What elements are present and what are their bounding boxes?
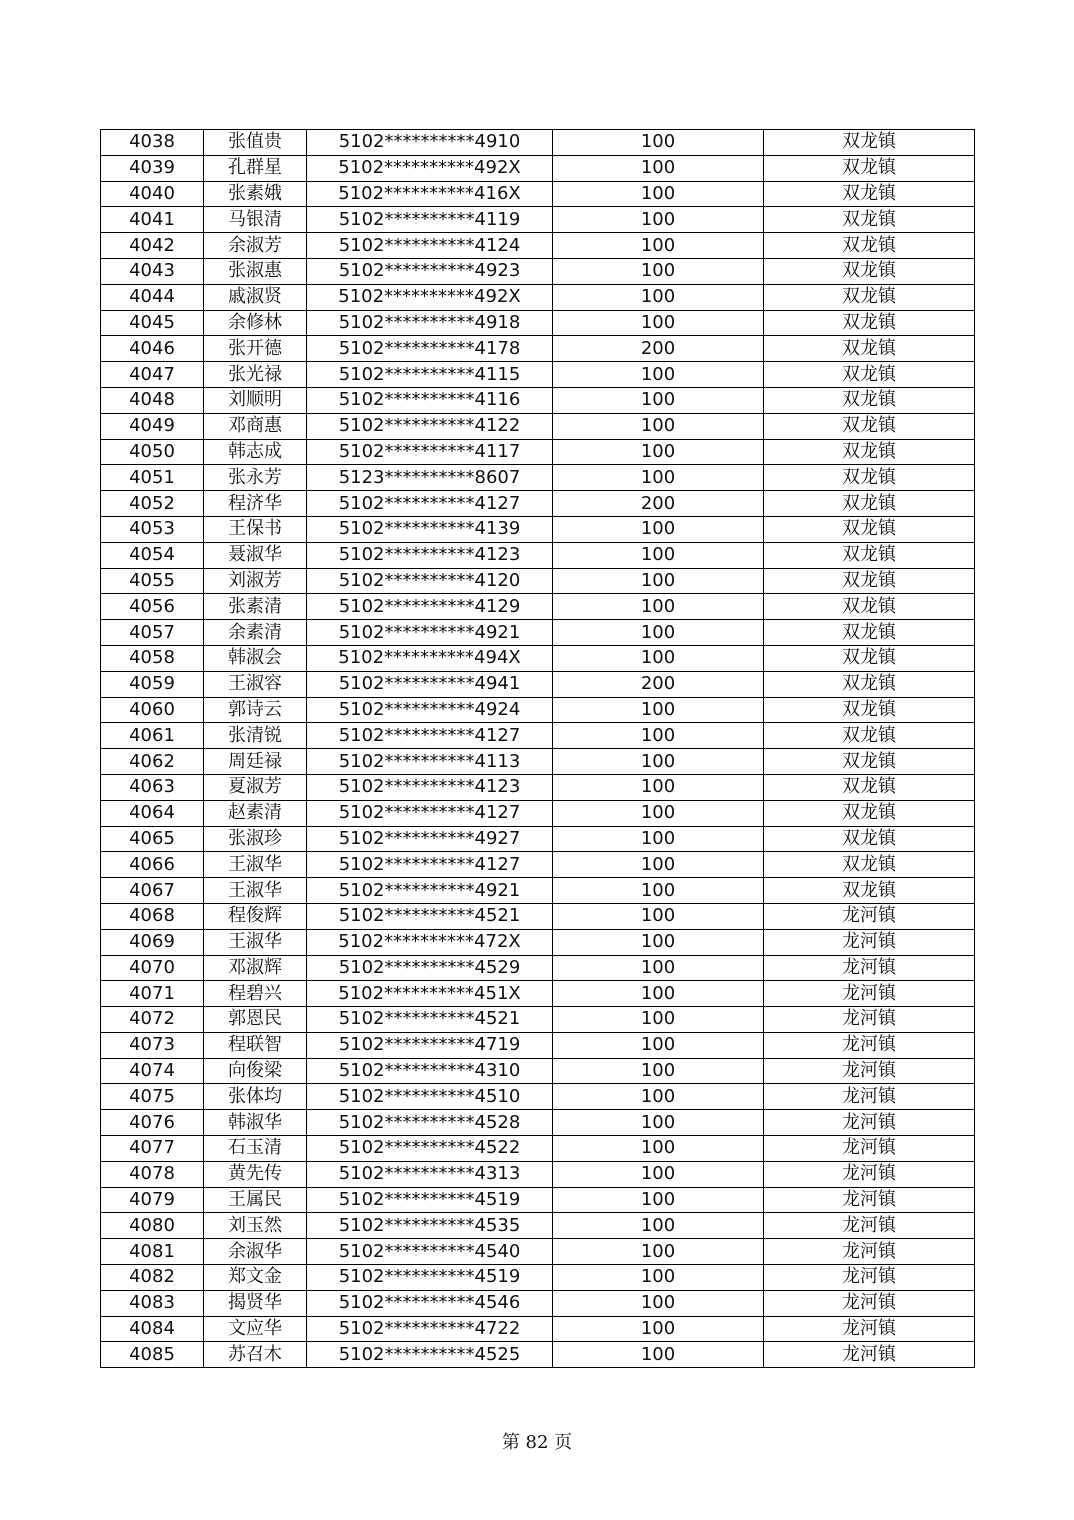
person-name-cell: 王属民 [204, 1187, 307, 1213]
amount-cell: 100 [553, 1265, 764, 1291]
amount-cell: 100 [553, 207, 764, 233]
town-cell: 龙河镇 [764, 929, 975, 955]
table-row [101, 1290, 975, 1316]
serial-number-cell: 4057 [101, 620, 204, 646]
person-name-cell: 向俊梁 [204, 1058, 307, 1084]
person-name-cell: 张光禄 [204, 362, 307, 388]
serial-number-cell: 4053 [101, 516, 204, 542]
table-row [101, 233, 975, 259]
person-name-cell: 韩淑华 [204, 1110, 307, 1136]
town-cell: 双龙镇 [764, 310, 975, 336]
town-cell: 双龙镇 [764, 516, 975, 542]
amount-cell: 100 [553, 155, 764, 181]
town-cell: 双龙镇 [764, 774, 975, 800]
person-name-cell: 郭诗云 [204, 697, 307, 723]
town-cell: 双龙镇 [764, 207, 975, 233]
serial-number-cell: 4038 [101, 130, 204, 156]
town-cell: 双龙镇 [764, 594, 975, 620]
table-row [101, 413, 975, 439]
person-name-cell: 刘玉然 [204, 1213, 307, 1239]
amount-cell: 100 [553, 1290, 764, 1316]
id-number-cell: 5102**********4519 [307, 1187, 553, 1213]
id-number-cell: 5102**********4546 [307, 1290, 553, 1316]
table-row [101, 542, 975, 568]
table-row [101, 130, 975, 156]
amount-cell: 100 [553, 568, 764, 594]
amount-cell: 100 [553, 413, 764, 439]
amount-cell: 200 [553, 671, 764, 697]
id-number-cell: 5102**********492X [307, 155, 553, 181]
person-name-cell: 周廷禄 [204, 749, 307, 775]
serial-number-cell: 4074 [101, 1058, 204, 1084]
id-number-cell: 5102**********4927 [307, 826, 553, 852]
person-name-cell: 张素娥 [204, 181, 307, 207]
amount-cell: 100 [553, 903, 764, 929]
serial-number-cell: 4067 [101, 878, 204, 904]
table-row [101, 1032, 975, 1058]
person-name-cell: 苏召木 [204, 1342, 307, 1368]
table-row [101, 620, 975, 646]
town-cell: 龙河镇 [764, 1316, 975, 1342]
town-cell: 龙河镇 [764, 1342, 975, 1368]
person-name-cell: 马银清 [204, 207, 307, 233]
person-name-cell: 石玉清 [204, 1136, 307, 1162]
town-cell: 龙河镇 [764, 955, 975, 981]
id-number-cell: 5102**********4127 [307, 800, 553, 826]
town-cell: 龙河镇 [764, 981, 975, 1007]
amount-cell: 200 [553, 336, 764, 362]
town-cell: 龙河镇 [764, 1239, 975, 1265]
table-row [101, 516, 975, 542]
amount-cell: 100 [553, 258, 764, 284]
town-cell: 双龙镇 [764, 284, 975, 310]
table-row [101, 568, 975, 594]
id-number-cell: 5102**********4178 [307, 336, 553, 362]
id-number-cell: 5102**********4115 [307, 362, 553, 388]
serial-number-cell: 4069 [101, 929, 204, 955]
serial-number-cell: 4080 [101, 1213, 204, 1239]
id-number-cell: 5102**********4519 [307, 1265, 553, 1291]
table-row [101, 310, 975, 336]
id-number-cell: 5102**********4510 [307, 1084, 553, 1110]
serial-number-cell: 4062 [101, 749, 204, 775]
id-number-cell: 5102**********4116 [307, 387, 553, 413]
table-row [101, 465, 975, 491]
table-row [101, 387, 975, 413]
table-row [101, 1136, 975, 1162]
table-row [101, 749, 975, 775]
town-cell: 双龙镇 [764, 336, 975, 362]
town-cell: 龙河镇 [764, 1290, 975, 1316]
id-number-cell: 5102**********4921 [307, 620, 553, 646]
person-name-cell: 张清锐 [204, 723, 307, 749]
table-row [101, 439, 975, 465]
serial-number-cell: 4059 [101, 671, 204, 697]
person-name-cell: 王保书 [204, 516, 307, 542]
town-cell: 双龙镇 [764, 181, 975, 207]
serial-number-cell: 4064 [101, 800, 204, 826]
table-row [101, 878, 975, 904]
serial-number-cell: 4042 [101, 233, 204, 259]
id-number-cell: 5102**********4123 [307, 542, 553, 568]
person-name-cell: 王淑容 [204, 671, 307, 697]
town-cell: 龙河镇 [764, 1265, 975, 1291]
person-name-cell: 王淑华 [204, 878, 307, 904]
town-cell: 龙河镇 [764, 1213, 975, 1239]
amount-cell: 100 [553, 130, 764, 156]
town-cell: 龙河镇 [764, 1032, 975, 1058]
table-row [101, 336, 975, 362]
amount-cell: 100 [553, 1187, 764, 1213]
table-row [101, 181, 975, 207]
table-row [101, 1265, 975, 1291]
table-row [101, 723, 975, 749]
person-name-cell: 赵素清 [204, 800, 307, 826]
table-row [101, 1110, 975, 1136]
table-row [101, 1007, 975, 1033]
town-cell: 龙河镇 [764, 1161, 975, 1187]
town-cell: 龙河镇 [764, 1187, 975, 1213]
person-name-cell: 张素清 [204, 594, 307, 620]
town-cell: 双龙镇 [764, 362, 975, 388]
person-name-cell: 张淑惠 [204, 258, 307, 284]
town-cell: 双龙镇 [764, 439, 975, 465]
person-name-cell: 王淑华 [204, 929, 307, 955]
amount-cell: 100 [553, 284, 764, 310]
person-name-cell: 邓商惠 [204, 413, 307, 439]
serial-number-cell: 4081 [101, 1239, 204, 1265]
table-row [101, 800, 975, 826]
table-row [101, 1084, 975, 1110]
town-cell: 双龙镇 [764, 258, 975, 284]
table-row [101, 1316, 975, 1342]
serial-number-cell: 4084 [101, 1316, 204, 1342]
town-cell: 双龙镇 [764, 155, 975, 181]
serial-number-cell: 4050 [101, 439, 204, 465]
town-cell: 龙河镇 [764, 1084, 975, 1110]
serial-number-cell: 4054 [101, 542, 204, 568]
town-cell: 双龙镇 [764, 233, 975, 259]
id-number-cell: 5102**********4139 [307, 516, 553, 542]
person-name-cell: 张永芳 [204, 465, 307, 491]
roster-table-body [101, 130, 975, 1368]
table-row [101, 1058, 975, 1084]
person-name-cell: 戚淑贤 [204, 284, 307, 310]
person-name-cell: 余修林 [204, 310, 307, 336]
id-number-cell: 5102**********4127 [307, 723, 553, 749]
town-cell: 双龙镇 [764, 130, 975, 156]
person-name-cell: 韩志成 [204, 439, 307, 465]
id-number-cell: 5102**********4129 [307, 594, 553, 620]
table-row [101, 594, 975, 620]
id-number-cell: 5102**********4921 [307, 878, 553, 904]
town-cell: 双龙镇 [764, 671, 975, 697]
amount-cell: 100 [553, 1032, 764, 1058]
table-row [101, 1239, 975, 1265]
id-number-cell: 5102**********492X [307, 284, 553, 310]
amount-cell: 100 [553, 1316, 764, 1342]
town-cell: 双龙镇 [764, 491, 975, 517]
id-number-cell: 5102**********4722 [307, 1316, 553, 1342]
amount-cell: 100 [553, 1136, 764, 1162]
person-name-cell: 张开德 [204, 336, 307, 362]
person-name-cell: 郭恩民 [204, 1007, 307, 1033]
serial-number-cell: 4082 [101, 1265, 204, 1291]
serial-number-cell: 4046 [101, 336, 204, 362]
serial-number-cell: 4048 [101, 387, 204, 413]
id-number-cell: 5102**********4120 [307, 568, 553, 594]
id-number-cell: 5102**********451X [307, 981, 553, 1007]
amount-cell: 100 [553, 800, 764, 826]
town-cell: 龙河镇 [764, 1007, 975, 1033]
amount-cell: 100 [553, 955, 764, 981]
id-number-cell: 5102**********4123 [307, 774, 553, 800]
serial-number-cell: 4071 [101, 981, 204, 1007]
town-cell: 龙河镇 [764, 1136, 975, 1162]
serial-number-cell: 4078 [101, 1161, 204, 1187]
amount-cell: 100 [553, 1007, 764, 1033]
table-row [101, 903, 975, 929]
person-name-cell: 韩淑会 [204, 645, 307, 671]
town-cell: 双龙镇 [764, 826, 975, 852]
table-row [101, 774, 975, 800]
town-cell: 龙河镇 [764, 1058, 975, 1084]
serial-number-cell: 4040 [101, 181, 204, 207]
serial-number-cell: 4070 [101, 955, 204, 981]
serial-number-cell: 4077 [101, 1136, 204, 1162]
amount-cell: 100 [553, 516, 764, 542]
person-name-cell: 揭贤华 [204, 1290, 307, 1316]
id-number-cell: 5102**********4522 [307, 1136, 553, 1162]
table-row [101, 1342, 975, 1368]
amount-cell: 100 [553, 774, 764, 800]
town-cell: 双龙镇 [764, 542, 975, 568]
person-name-cell: 夏淑芳 [204, 774, 307, 800]
amount-cell: 100 [553, 826, 764, 852]
roster-table [100, 129, 975, 1368]
table-row [101, 1161, 975, 1187]
table-row [101, 491, 975, 517]
id-number-cell: 5102**********4117 [307, 439, 553, 465]
id-number-cell: 5102**********4923 [307, 258, 553, 284]
table-row [101, 1213, 975, 1239]
amount-cell: 100 [553, 439, 764, 465]
amount-cell: 100 [553, 542, 764, 568]
amount-cell: 100 [553, 749, 764, 775]
amount-cell: 100 [553, 620, 764, 646]
amount-cell: 100 [553, 181, 764, 207]
person-name-cell: 张淑珍 [204, 826, 307, 852]
serial-number-cell: 4073 [101, 1032, 204, 1058]
amount-cell: 100 [553, 1110, 764, 1136]
town-cell: 龙河镇 [764, 903, 975, 929]
table-row [101, 981, 975, 1007]
id-number-cell: 5102**********4124 [307, 233, 553, 259]
id-number-cell: 5102**********4529 [307, 955, 553, 981]
serial-number-cell: 4076 [101, 1110, 204, 1136]
id-number-cell: 5102**********4127 [307, 852, 553, 878]
town-cell: 双龙镇 [764, 568, 975, 594]
table-row [101, 852, 975, 878]
amount-cell: 100 [553, 1084, 764, 1110]
amount-cell: 100 [553, 1161, 764, 1187]
id-number-cell: 5102**********4313 [307, 1161, 553, 1187]
amount-cell: 100 [553, 929, 764, 955]
serial-number-cell: 4043 [101, 258, 204, 284]
serial-number-cell: 4075 [101, 1084, 204, 1110]
person-name-cell: 刘顺明 [204, 387, 307, 413]
serial-number-cell: 4068 [101, 903, 204, 929]
serial-number-cell: 4058 [101, 645, 204, 671]
table-row [101, 929, 975, 955]
table-row [101, 955, 975, 981]
serial-number-cell: 4066 [101, 852, 204, 878]
amount-cell: 100 [553, 981, 764, 1007]
town-cell: 双龙镇 [764, 387, 975, 413]
town-cell: 双龙镇 [764, 749, 975, 775]
serial-number-cell: 4051 [101, 465, 204, 491]
id-number-cell: 5123**********8607 [307, 465, 553, 491]
id-number-cell: 5102**********4719 [307, 1032, 553, 1058]
id-number-cell: 5102**********4924 [307, 697, 553, 723]
town-cell: 双龙镇 [764, 413, 975, 439]
town-cell: 龙河镇 [764, 1110, 975, 1136]
town-cell: 双龙镇 [764, 697, 975, 723]
person-name-cell: 余素清 [204, 620, 307, 646]
table-row [101, 671, 975, 697]
serial-number-cell: 4049 [101, 413, 204, 439]
serial-number-cell: 4045 [101, 310, 204, 336]
person-name-cell: 余淑华 [204, 1239, 307, 1265]
table-row [101, 207, 975, 233]
amount-cell: 100 [553, 362, 764, 388]
table-row [101, 697, 975, 723]
serial-number-cell: 4085 [101, 1342, 204, 1368]
serial-number-cell: 4083 [101, 1290, 204, 1316]
amount-cell: 100 [553, 645, 764, 671]
town-cell: 双龙镇 [764, 645, 975, 671]
serial-number-cell: 4065 [101, 826, 204, 852]
id-number-cell: 5102**********4122 [307, 413, 553, 439]
town-cell: 双龙镇 [764, 465, 975, 491]
id-number-cell: 5102**********4941 [307, 671, 553, 697]
table-row [101, 155, 975, 181]
person-name-cell: 张体均 [204, 1084, 307, 1110]
amount-cell: 100 [553, 1239, 764, 1265]
id-number-cell: 5102**********4310 [307, 1058, 553, 1084]
id-number-cell: 5102**********4918 [307, 310, 553, 336]
person-name-cell: 孔群星 [204, 155, 307, 181]
amount-cell: 100 [553, 878, 764, 904]
id-number-cell: 5102**********4910 [307, 130, 553, 156]
id-number-cell: 5102**********472X [307, 929, 553, 955]
id-number-cell: 5102**********4540 [307, 1239, 553, 1265]
amount-cell: 100 [553, 387, 764, 413]
person-name-cell: 黄先传 [204, 1161, 307, 1187]
person-name-cell: 程碧兴 [204, 981, 307, 1007]
town-cell: 双龙镇 [764, 878, 975, 904]
id-number-cell: 5102**********4127 [307, 491, 553, 517]
serial-number-cell: 4056 [101, 594, 204, 620]
serial-number-cell: 4041 [101, 207, 204, 233]
amount-cell: 100 [553, 310, 764, 336]
amount-cell: 100 [553, 852, 764, 878]
person-name-cell: 邓淑辉 [204, 955, 307, 981]
id-number-cell: 5102**********4113 [307, 749, 553, 775]
person-name-cell: 程联智 [204, 1032, 307, 1058]
amount-cell: 100 [553, 594, 764, 620]
serial-number-cell: 4047 [101, 362, 204, 388]
table-row [101, 258, 975, 284]
amount-cell: 100 [553, 465, 764, 491]
amount-cell: 100 [553, 697, 764, 723]
person-name-cell: 文应华 [204, 1316, 307, 1342]
person-name-cell: 刘淑芳 [204, 568, 307, 594]
table-row [101, 645, 975, 671]
amount-cell: 100 [553, 1213, 764, 1239]
person-name-cell: 张值贵 [204, 130, 307, 156]
amount-cell: 100 [553, 1342, 764, 1368]
id-number-cell: 5102**********4521 [307, 903, 553, 929]
serial-number-cell: 4039 [101, 155, 204, 181]
id-number-cell: 5102**********4521 [307, 1007, 553, 1033]
person-name-cell: 余淑芳 [204, 233, 307, 259]
person-name-cell: 程济华 [204, 491, 307, 517]
table-row [101, 826, 975, 852]
amount-cell: 100 [553, 233, 764, 259]
page-number: 第 82 页 [501, 1432, 573, 1453]
serial-number-cell: 4072 [101, 1007, 204, 1033]
table-row [101, 1187, 975, 1213]
person-name-cell: 聂淑华 [204, 542, 307, 568]
amount-cell: 100 [553, 723, 764, 749]
id-number-cell: 5102**********416X [307, 181, 553, 207]
id-number-cell: 5102**********494X [307, 645, 553, 671]
table-row [101, 362, 975, 388]
town-cell: 双龙镇 [764, 852, 975, 878]
serial-number-cell: 4061 [101, 723, 204, 749]
amount-cell: 200 [553, 491, 764, 517]
serial-number-cell: 4063 [101, 774, 204, 800]
town-cell: 双龙镇 [764, 620, 975, 646]
town-cell: 双龙镇 [764, 800, 975, 826]
person-name-cell: 王淑华 [204, 852, 307, 878]
serial-number-cell: 4060 [101, 697, 204, 723]
person-name-cell: 郑文金 [204, 1265, 307, 1291]
id-number-cell: 5102**********4535 [307, 1213, 553, 1239]
id-number-cell: 5102**********4528 [307, 1110, 553, 1136]
amount-cell: 100 [553, 1058, 764, 1084]
serial-number-cell: 4055 [101, 568, 204, 594]
town-cell: 双龙镇 [764, 723, 975, 749]
id-number-cell: 5102**********4525 [307, 1342, 553, 1368]
id-number-cell: 5102**********4119 [307, 207, 553, 233]
serial-number-cell: 4079 [101, 1187, 204, 1213]
table-row [101, 284, 975, 310]
serial-number-cell: 4052 [101, 491, 204, 517]
serial-number-cell: 4044 [101, 284, 204, 310]
person-name-cell: 程俊辉 [204, 903, 307, 929]
